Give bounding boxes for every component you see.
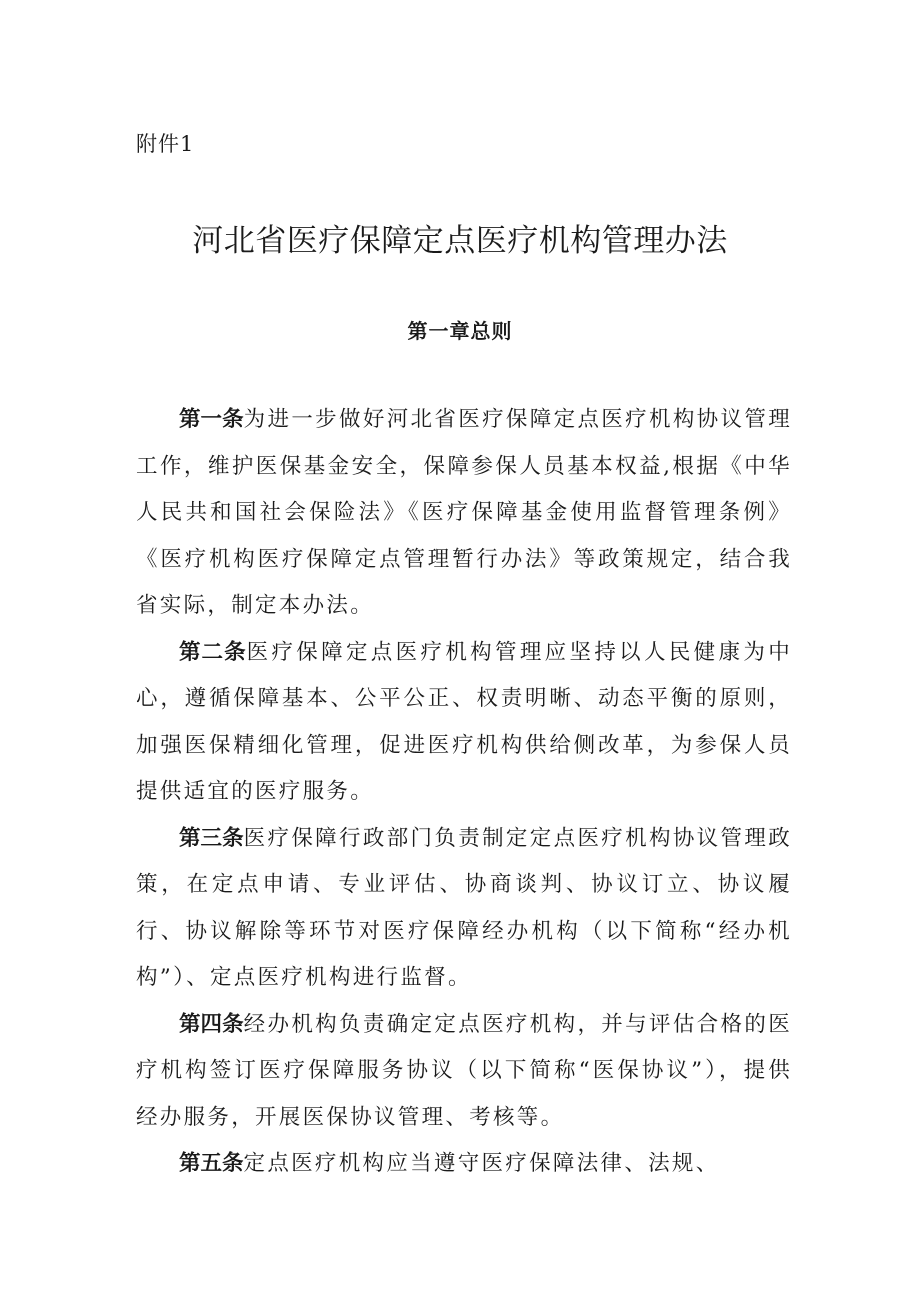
article-label: 第二条 (179, 639, 247, 665)
article-5 (136, 1141, 792, 1188)
article-label: 第五条 (179, 1151, 244, 1176)
article-4 (136, 1002, 792, 1142)
article-text: 医疗保障行政部门负责制定定点医疗机构协议管理政策，在定点申请、专业评估、协商谈判、协议订立、协议履行、协议解除等环节对医疗保障经办机构（以下简称“经办机构”）、定点医疗机构进行监督。 (136, 825, 792, 990)
article-2 (136, 630, 792, 816)
document-title: 河北省医疗保障定点医疗机构管理办法 (192, 223, 728, 259)
article-3 (136, 816, 792, 1002)
article-label: 第四条 (179, 1011, 244, 1037)
article-label: 第一条 (179, 407, 244, 432)
chapter-heading: 第一章总则 (407, 319, 513, 343)
article-text: 医疗保障定点医疗机构管理应坚持以人民健康为中心，遵循保障基本、公平公正、权责明晰、动态平衡的原则，加强医保精细化管理，促进医疗机构供给侧改革，为参保人员提供适宜的医疗服务。 (136, 639, 792, 804)
article-list (136, 397, 792, 1188)
article-1 (136, 397, 792, 630)
article-text: 经办机构负责确定定点医疗机构，并与评估合格的医疗机构签订医疗保障服务协议（以下简称“医保协议”），提供经办服务，开展医保协议管理、考核等。 (136, 1011, 792, 1130)
article-label: 第三条 (179, 825, 244, 851)
attachment-label: 附件1 (136, 132, 195, 156)
article-text: 定点医疗机构应当遵守医疗保障法律、法规、 (243, 1151, 720, 1176)
article-text: 为进一步做好河北省医疗保障定点医疗机构协议管理工作，维护医保基金安全，保障参保人员基本权益,根据《中华人民共和国社会保险法》《医疗保障基金使用监督管理条例》《医疗机构医疗保障定点管理暂行办法》等政策规定，结合我省实际，制定本办法。 (136, 407, 792, 618)
